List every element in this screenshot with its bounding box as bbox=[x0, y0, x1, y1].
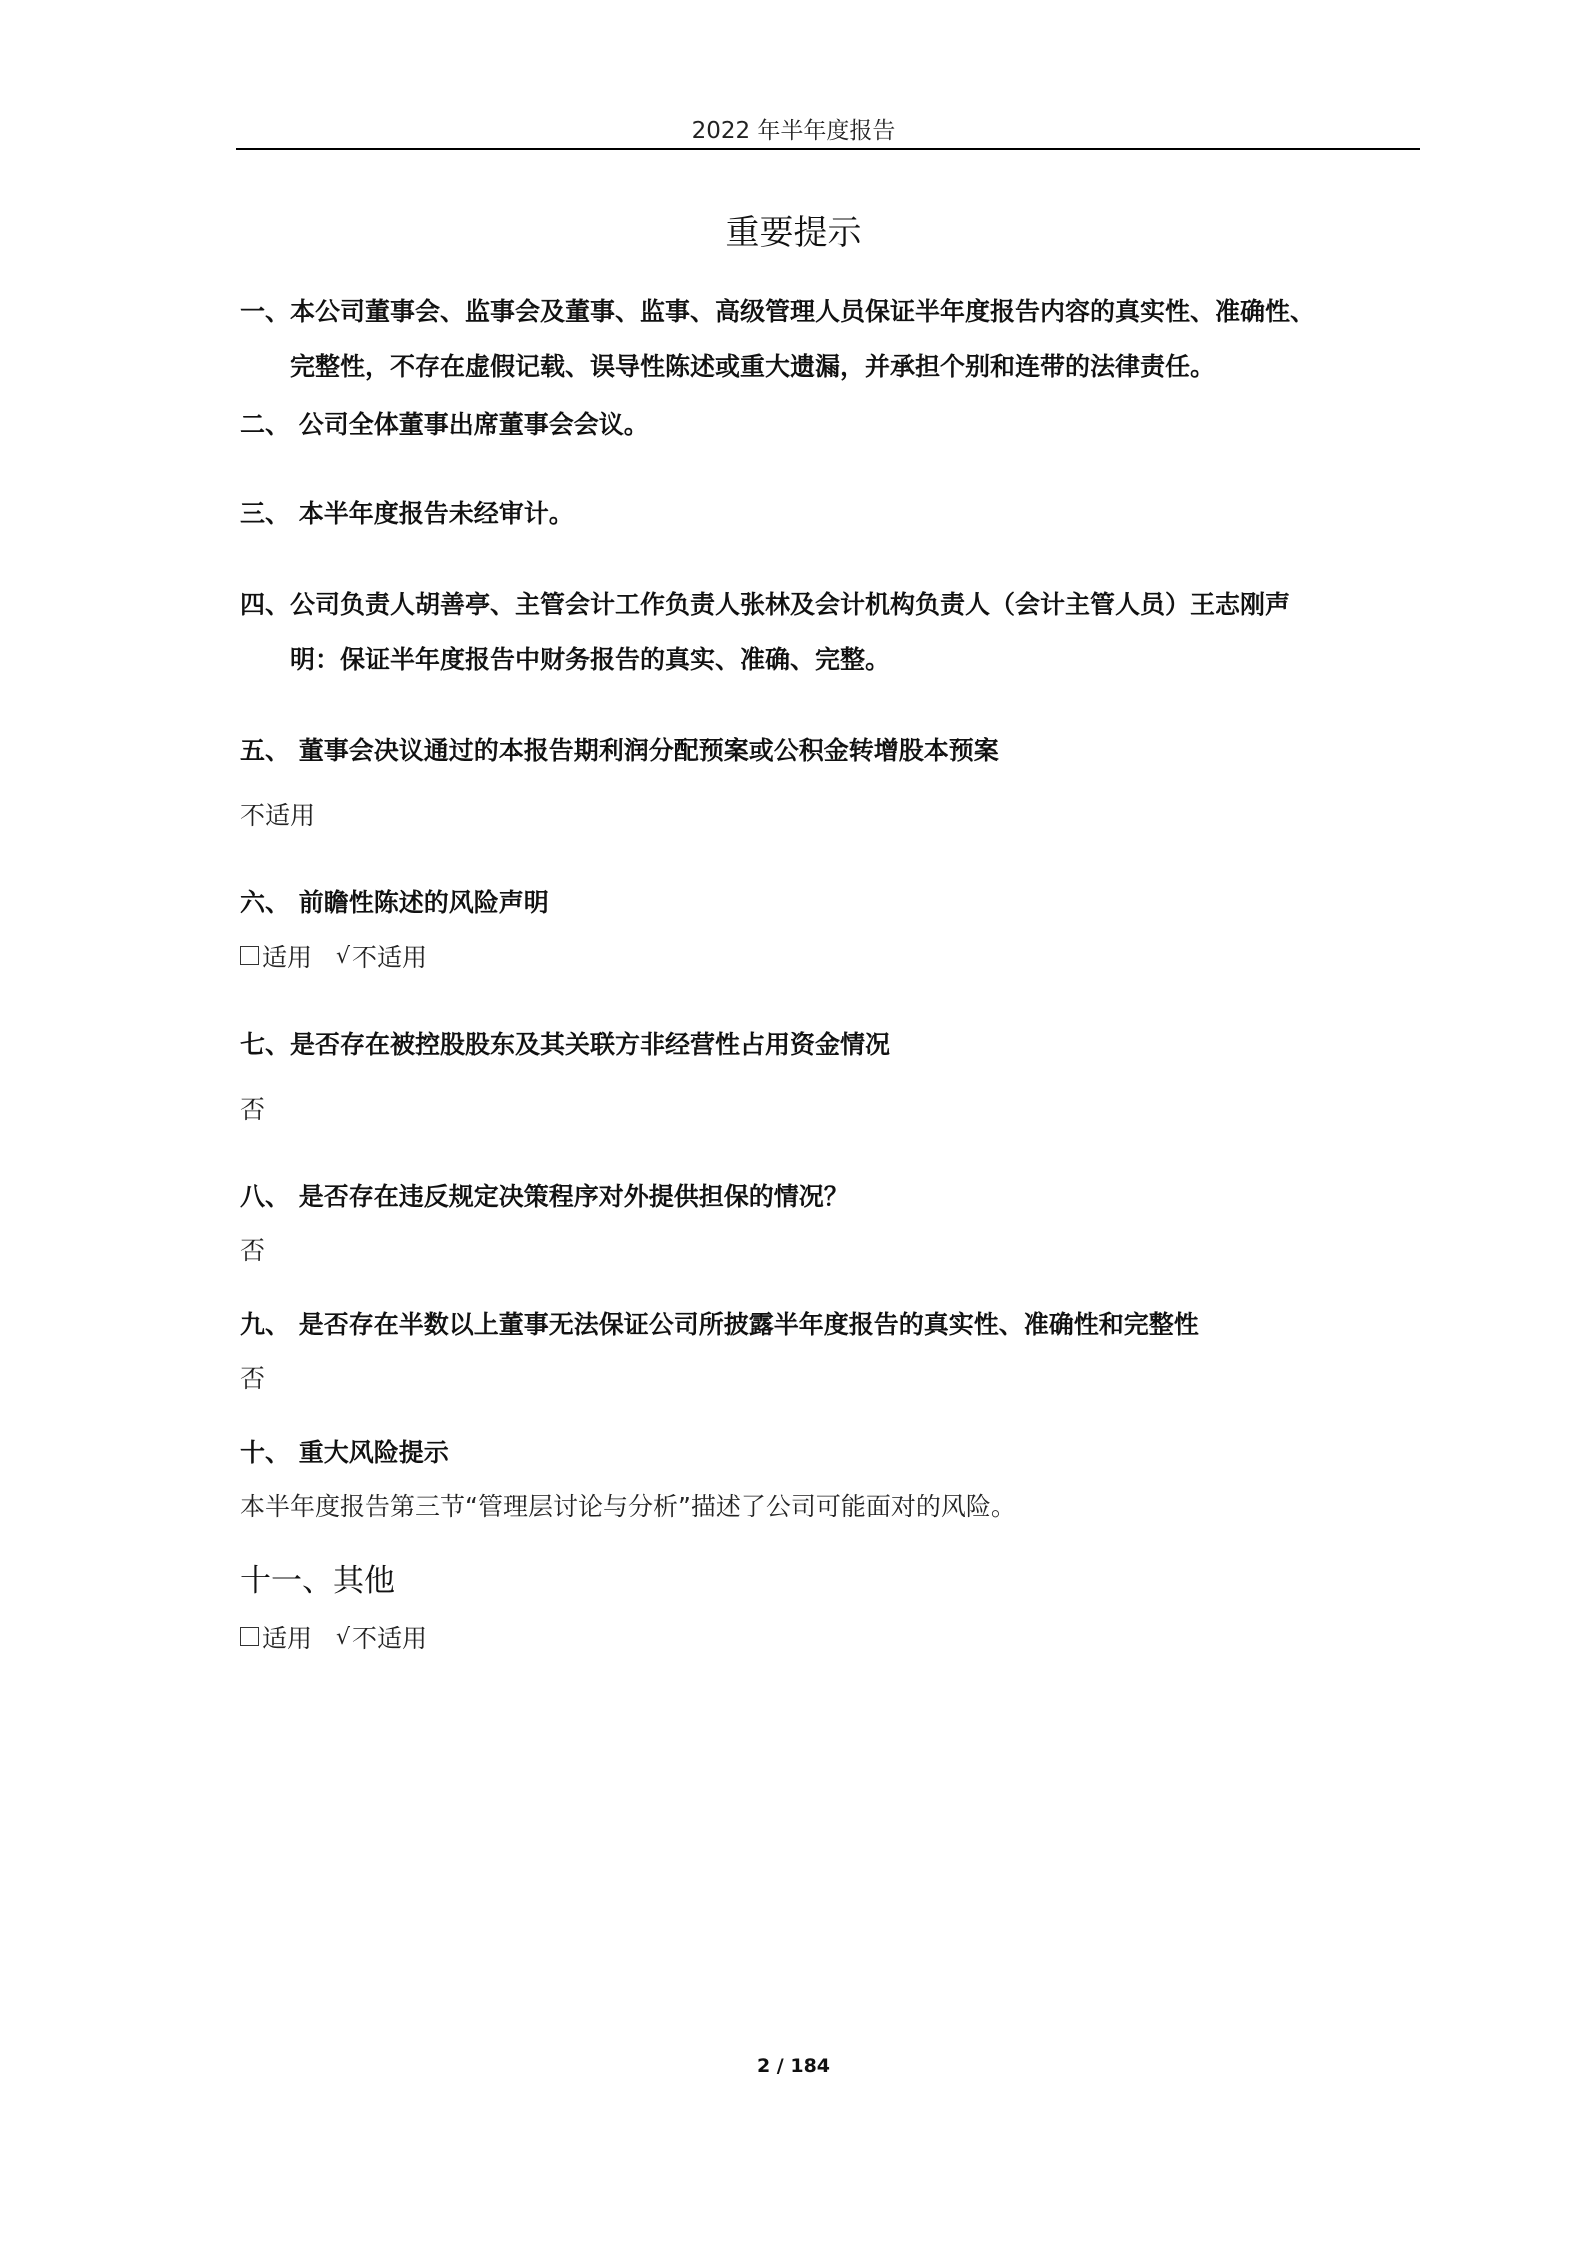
option-not-applicable-label: 不适用 bbox=[352, 943, 428, 972]
page-title: 重要提示 bbox=[725, 213, 862, 253]
check-mark-icon: √ bbox=[336, 1624, 351, 1650]
item-8-answer: 否 bbox=[240, 1236, 266, 1265]
option-not-applicable-label: 不适用 bbox=[352, 1624, 428, 1653]
item-6: 六、 前瞻性陈述的风险声明 bbox=[240, 888, 549, 917]
item-7: 七、是否存在被控股股东及其关联方非经营性占用资金情况 bbox=[240, 1030, 891, 1059]
item-2: 二、 公司全体董事出席董事会会议。 bbox=[240, 410, 649, 439]
item-8: 八、 是否存在违反规定决策程序对外提供担保的情况？ bbox=[240, 1182, 849, 1211]
item-1-line-2: 完整性，不存在虚假记载、误导性陈述或重大遗漏，并承担个别和连带的法律责任。 bbox=[290, 352, 1216, 381]
item-11-heading: 十一、其他 bbox=[240, 1563, 395, 1599]
option-applicable-label: 适用 bbox=[262, 943, 313, 972]
item-10: 十、 重大风险提示 bbox=[240, 1438, 449, 1467]
item-10-answer: 本半年度报告第三节“管理层讨论与分析”描述了公司可能面对的风险。 bbox=[240, 1492, 1016, 1521]
item-5: 五、 董事会决议通过的本报告期利润分配预案或公积金转增股本预案 bbox=[240, 736, 999, 765]
item-9: 九、 是否存在半数以上董事无法保证公司所披露半年度报告的真实性、准确性和完整性 bbox=[240, 1310, 1199, 1339]
item-6-options bbox=[240, 938, 427, 974]
item-5-answer: 不适用 bbox=[240, 801, 316, 830]
item-7-answer: 否 bbox=[240, 1095, 266, 1124]
item-4-line-1: 四、公司负责人胡善亭、主管会计工作负责人张林及会计机构负责人（会计主管人员）王志刚声 bbox=[240, 590, 1291, 619]
report-header-title: 2022 年半年度报告 bbox=[691, 118, 896, 144]
header-divider bbox=[236, 148, 1420, 150]
item-11-options bbox=[240, 1619, 427, 1655]
checkbox-applicable-unchecked bbox=[240, 1627, 259, 1646]
option-applicable-label: 适用 bbox=[262, 1624, 313, 1653]
check-mark-icon: √ bbox=[336, 943, 351, 969]
page-number: 2 / 184 bbox=[756, 2055, 831, 2077]
checkbox-applicable-unchecked bbox=[240, 946, 259, 965]
item-1-line-1: 一、本公司董事会、监事会及董事、监事、高级管理人员保证半年度报告内容的真实性、准确性、 bbox=[240, 297, 1316, 326]
item-3: 三、 本半年度报告未经审计。 bbox=[240, 499, 574, 528]
item-4-line-2: 明：保证半年度报告中财务报告的真实、准确、完整。 bbox=[290, 645, 891, 674]
item-9-answer: 否 bbox=[240, 1364, 266, 1393]
